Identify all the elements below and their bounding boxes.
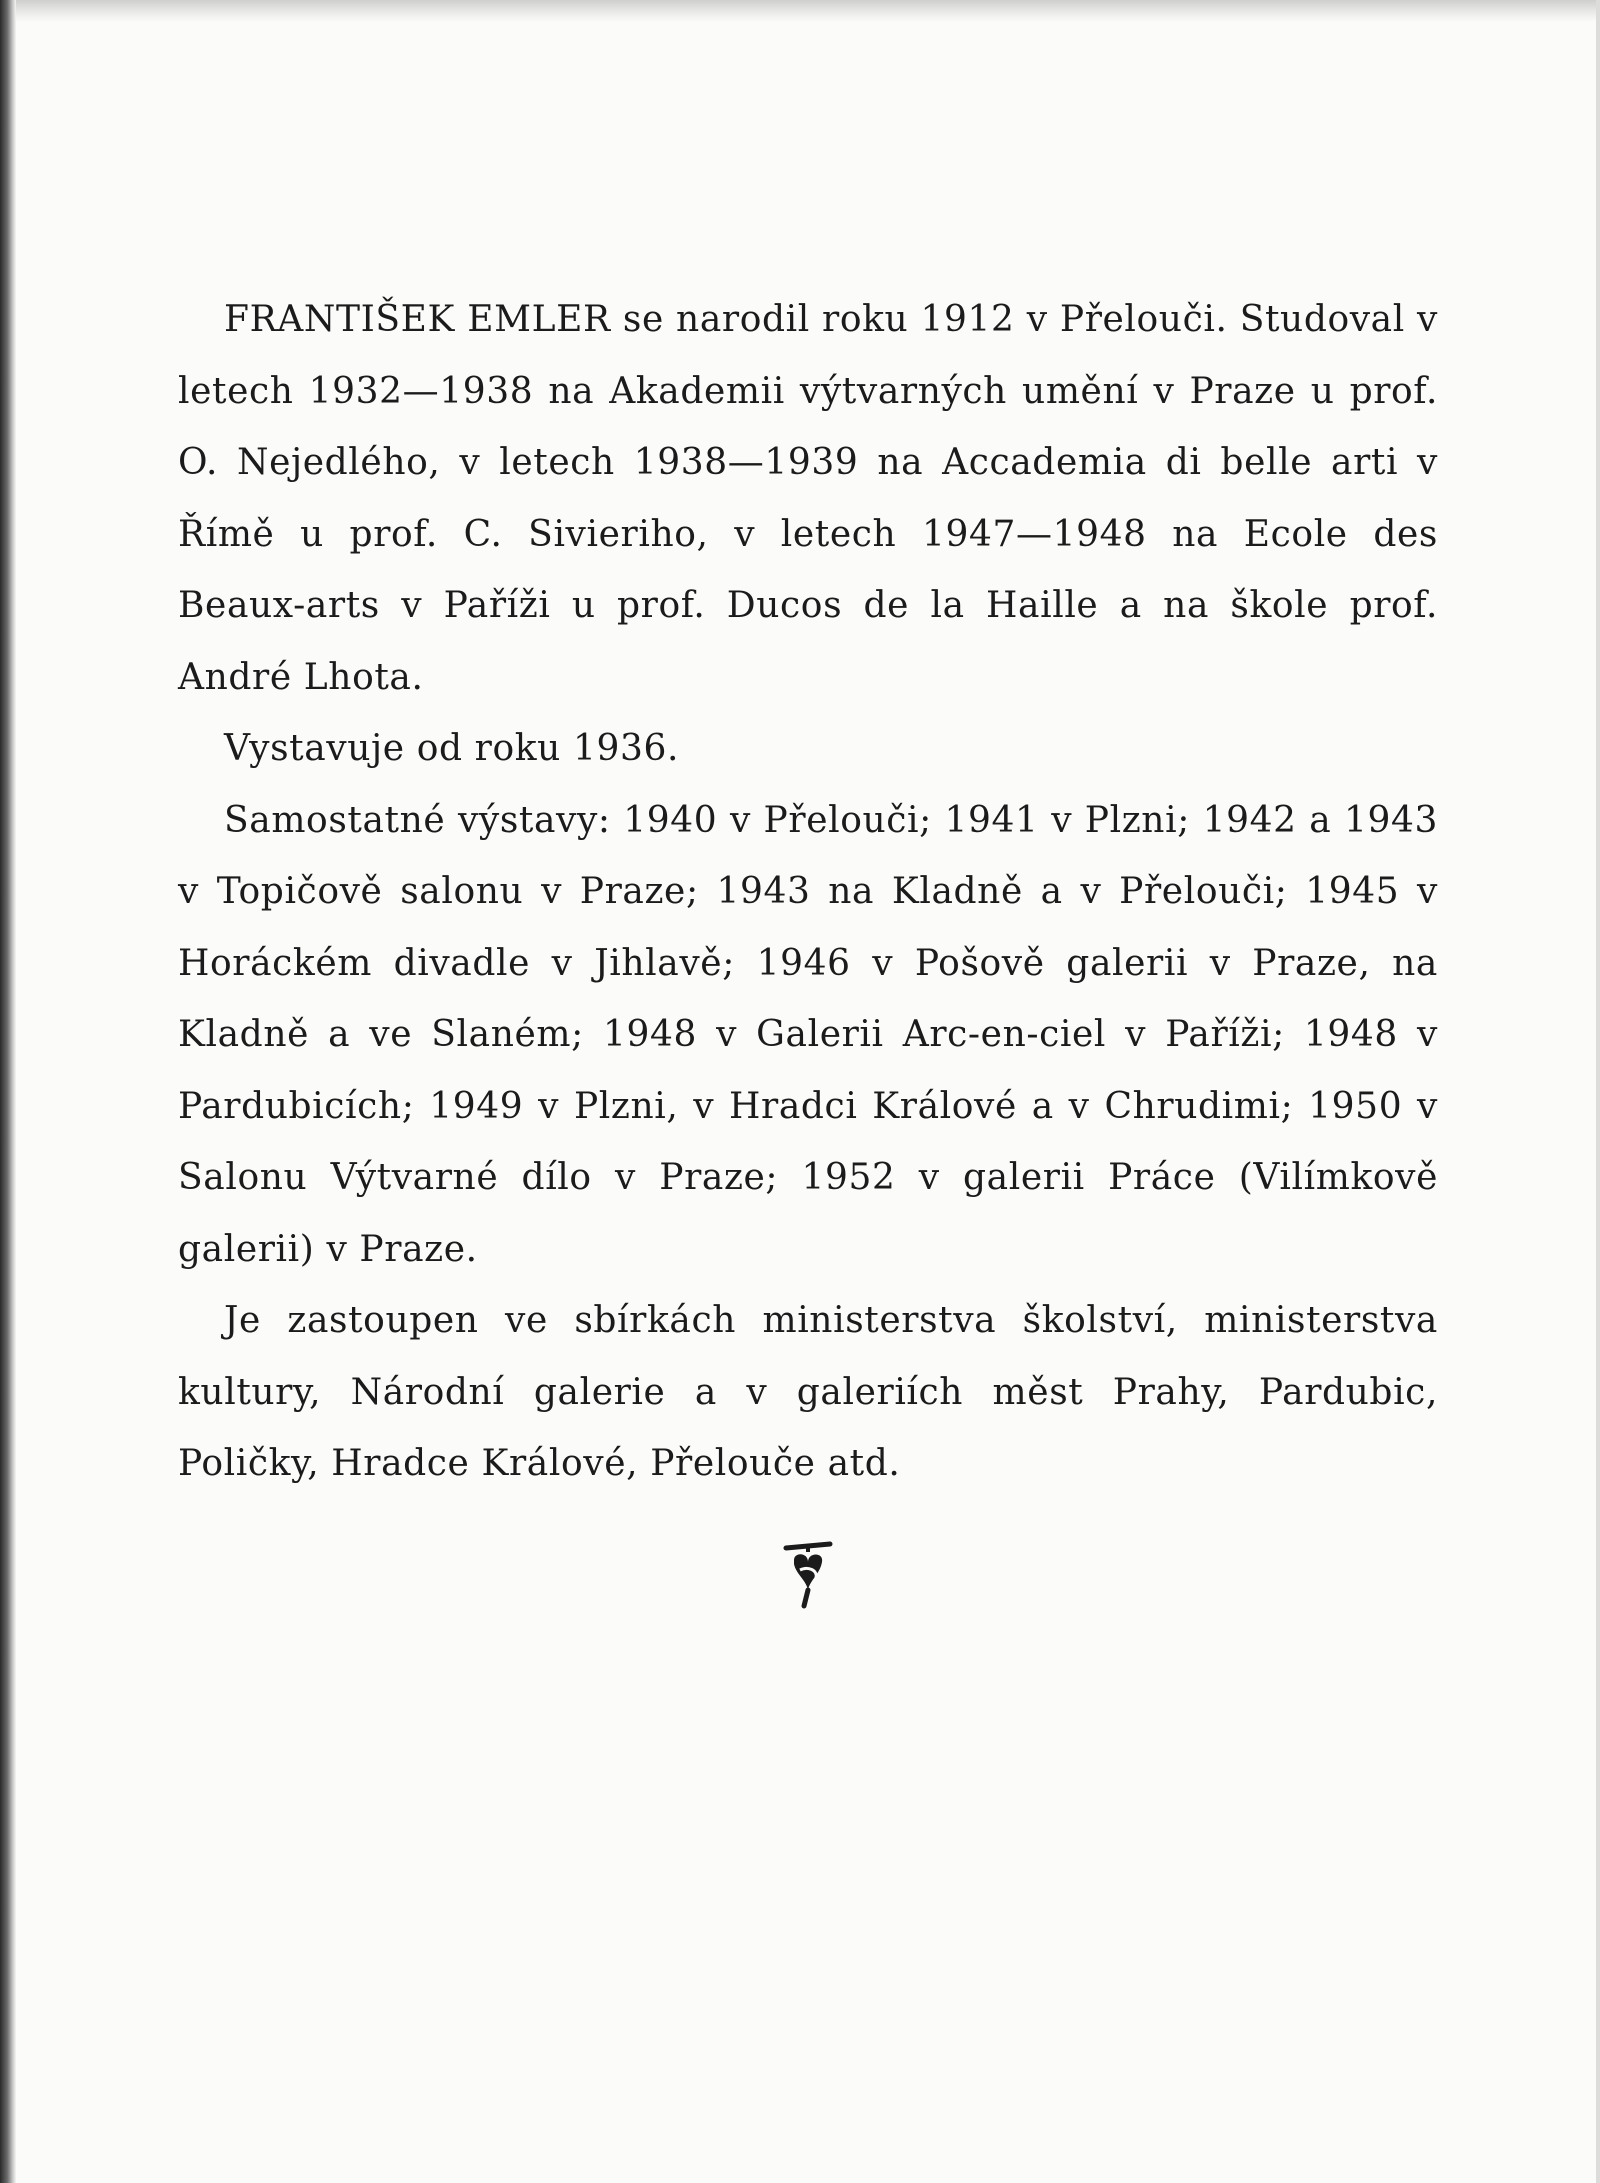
paragraph-solo-exhibitions: Samostatné výstavy: 1940 v Přelouči; 1941 v Plzni; 1942 a 1943 v Topičově salonu v Praze; 1943 na Kladně a v Přelouči; 1945 v Horáckém divadle v Jihlavě; 1946 v Pošově galerii v Praze, na Kladně a ve Slaném; 1948 v Galerii Arc-en-ciel v Paříži; 1948 v Pardubicích; 1949 v Plzni, v Hradci Králové a v Chrudimi; 1950 v Salonu Výtvarné dílo v Praze; 1952 v galerii Práce (Vilímkově galerii) v Praze.: [178, 799, 1438, 1270]
scan-right-edge: [1596, 0, 1600, 2183]
biography-text: [178, 284, 1438, 1500]
scan-binding-edge: [0, 0, 16, 2183]
scan-top-edge: [0, 0, 1600, 22]
paragraph-collections: Je zastoupen ve sbírkách ministerstva školství, ministerstva kultury, Národní galerie a v galeriích měst Prahy, Pardubic, Poličky, Hradce Králové, Přelouče atd.: [178, 1300, 1438, 1484]
publisher-logo-icon: [778, 1540, 838, 1612]
paragraph-exhibiting-since: Vystavuje od roku 1936.: [224, 728, 680, 769]
paragraph-biography: FRANTIŠEK EMLER se narodil roku 1912 v Přelouči. Studoval v letech 1932—1938 na Akademii výtvarných umění v Praze u prof. O. Nejedlého, v letech 1938—1939 na Accademia di belle arti v Římě u prof. C. Sivieriho, v letech 1947—1948 na Ecole des Beaux-arts v Paříži u prof. Ducos de la Haille a na škole prof. André Lhota.: [178, 299, 1438, 698]
